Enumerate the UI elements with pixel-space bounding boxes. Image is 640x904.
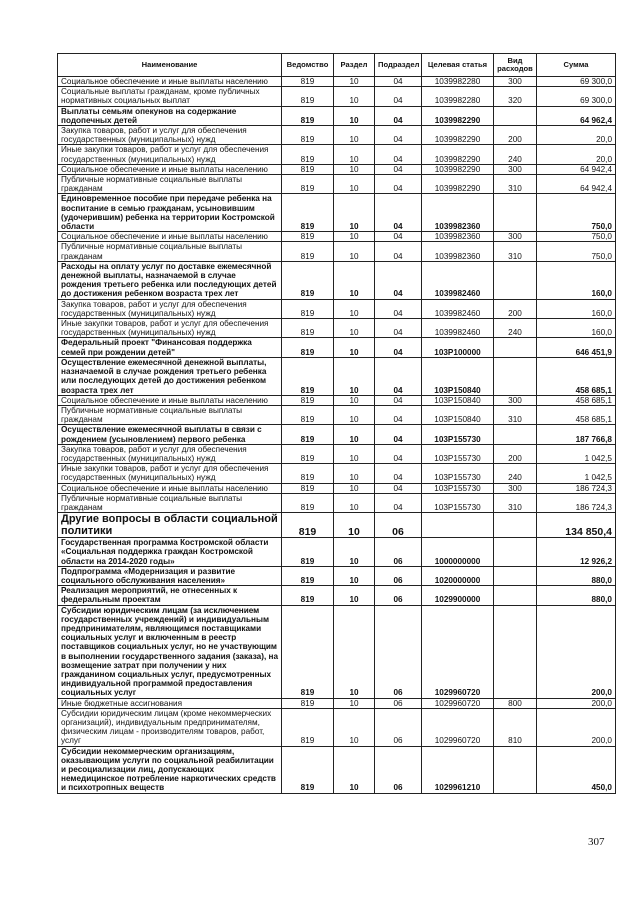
cell-target: 103P155730 — [422, 483, 494, 493]
cell-section: 10 — [334, 232, 375, 242]
cell-target: 1039982360 — [422, 194, 494, 232]
cell-section: 10 — [334, 164, 375, 174]
cell-subsection: 04 — [375, 319, 422, 338]
cell-sum: 187 766,8 — [537, 425, 616, 444]
cell-section: 10 — [334, 425, 375, 444]
cell-dept: 819 — [282, 106, 334, 125]
cell-dept: 819 — [282, 232, 334, 242]
page-number: 307 — [588, 836, 605, 848]
cell-expense — [494, 194, 537, 232]
cell-sum: 12 926,2 — [537, 538, 616, 567]
cell-target: 1029900000 — [422, 586, 494, 605]
cell-target: 1029961210 — [422, 746, 494, 793]
cell-dept: 819 — [282, 261, 334, 299]
cell-dept: 819 — [282, 395, 334, 405]
cell-sum: 1 042,5 — [537, 464, 616, 483]
cell-name: Расходы на оплату услуг по доставке ежемесячной денежной выплаты, назначаемой в случае рождения третьего ребенка или последующих детей до достижения ребенком возраста трех лет — [58, 261, 282, 299]
table-row — [58, 586, 616, 605]
cell-target: 1039982360 — [422, 232, 494, 242]
cell-subsection: 06 — [375, 605, 422, 698]
cell-section: 10 — [334, 145, 375, 164]
cell-expense: 200 — [494, 126, 537, 145]
cell-sum: 64 942,4 — [537, 164, 616, 174]
cell-target: 1029960720 — [422, 708, 494, 746]
cell-expense: 810 — [494, 708, 537, 746]
cell-expense: 300 — [494, 164, 537, 174]
cell-section: 10 — [334, 538, 375, 567]
cell-expense: 800 — [494, 698, 537, 708]
cell-target: 103P155730 — [422, 493, 494, 512]
cell-section: 10 — [334, 708, 375, 746]
cell-target: 103P100000 — [422, 338, 494, 357]
cell-target: 1039982290 — [422, 175, 494, 194]
cell-expense: 240 — [494, 464, 537, 483]
cell-sum: 160,0 — [537, 261, 616, 299]
cell-subsection: 04 — [375, 464, 422, 483]
cell-dept: 819 — [282, 405, 334, 424]
cell-target: 1029960720 — [422, 698, 494, 708]
cell-dept: 819 — [282, 425, 334, 444]
cell-name: Закупка товаров, работ и услуг для обеспечения государственных (муниципальных) нужд — [58, 444, 282, 463]
cell-section: 10 — [334, 464, 375, 483]
table-row — [58, 708, 616, 746]
table-row — [58, 145, 616, 164]
cell-section: 10 — [334, 106, 375, 125]
cell-subsection: 04 — [375, 232, 422, 242]
cell-dept: 819 — [282, 605, 334, 698]
cell-name: Реализация мероприятий, не отнесенных к федеральным проектам — [58, 586, 282, 605]
cell-section: 10 — [334, 493, 375, 512]
cell-section: 10 — [334, 242, 375, 261]
cell-sum: 750,0 — [537, 232, 616, 242]
cell-name: Социальное обеспечение и иные выплаты населению — [58, 77, 282, 87]
cell-expense: 240 — [494, 319, 537, 338]
cell-target: 103P155730 — [422, 464, 494, 483]
cell-sum: 64 962,4 — [537, 106, 616, 125]
cell-name: Социальное обеспечение и иные выплаты населению — [58, 232, 282, 242]
cell-expense: 310 — [494, 493, 537, 512]
cell-section: 10 — [334, 299, 375, 318]
cell-dept: 819 — [282, 464, 334, 483]
cell-subsection: 04 — [375, 395, 422, 405]
cell-section: 10 — [334, 746, 375, 793]
cell-target: 1039982460 — [422, 299, 494, 318]
cell-expense: 310 — [494, 242, 537, 261]
cell-sum: 160,0 — [537, 299, 616, 318]
table-row — [58, 299, 616, 318]
cell-dept: 819 — [282, 483, 334, 493]
cell-target: 103P150840 — [422, 405, 494, 424]
cell-section: 10 — [334, 261, 375, 299]
cell-expense: 300 — [494, 395, 537, 405]
cell-name: Другие вопросы в области социальной политики — [58, 513, 282, 538]
cell-dept: 819 — [282, 493, 334, 512]
cell-section: 10 — [334, 513, 375, 538]
cell-subsection: 04 — [375, 299, 422, 318]
cell-dept: 819 — [282, 242, 334, 261]
cell-expense: 300 — [494, 77, 537, 87]
table-row — [58, 605, 616, 698]
cell-name: Федеральный проект "Финансовая поддержка семей при рождении детей" — [58, 338, 282, 357]
table-row — [58, 357, 616, 395]
table-row — [58, 483, 616, 493]
cell-subsection: 04 — [375, 338, 422, 357]
cell-subsection: 04 — [375, 242, 422, 261]
cell-name: Социальное обеспечение и иные выплаты населению — [58, 395, 282, 405]
cell-target: 1000000000 — [422, 538, 494, 567]
cell-expense: 200 — [494, 299, 537, 318]
cell-subsection: 06 — [375, 746, 422, 793]
cell-sum: 20,0 — [537, 145, 616, 164]
cell-name: Субсидии юридическим лицам (кроме некоммерческих организаций), индивидуальным предпринимателям, физическим лицам - производителям товаров, работ, услуг — [58, 708, 282, 746]
cell-target: 103P155730 — [422, 425, 494, 444]
cell-section: 10 — [334, 444, 375, 463]
cell-section: 10 — [334, 175, 375, 194]
table-row — [58, 232, 616, 242]
cell-target: 1039982280 — [422, 77, 494, 87]
cell-subsection: 06 — [375, 698, 422, 708]
cell-sum: 458 685,1 — [537, 395, 616, 405]
table-row — [58, 746, 616, 793]
cell-expense — [494, 357, 537, 395]
cell-name: Государственная программа Костромской области «Социальная поддержка граждан Костромской области на 2014-2020 годы» — [58, 538, 282, 567]
cell-sum: 750,0 — [537, 194, 616, 232]
cell-sum: 69 300,0 — [537, 77, 616, 87]
table-row — [58, 106, 616, 125]
cell-name: Подпрограмма «Модернизация и развитие социального обслуживания населения» — [58, 566, 282, 585]
table-row — [58, 566, 616, 585]
cell-sum: 64 942,4 — [537, 175, 616, 194]
cell-subsection: 04 — [375, 405, 422, 424]
cell-dept: 819 — [282, 513, 334, 538]
cell-name: Иные закупки товаров, работ и услуг для обеспечения государственных (муниципальных) нужд — [58, 319, 282, 338]
cell-subsection: 04 — [375, 87, 422, 106]
cell-subsection: 04 — [375, 483, 422, 493]
cell-section: 10 — [334, 87, 375, 106]
cell-section: 10 — [334, 194, 375, 232]
cell-section: 10 — [334, 395, 375, 405]
table-row — [58, 87, 616, 106]
header-dept: Ведомство — [282, 54, 334, 77]
cell-sum: 200,0 — [537, 605, 616, 698]
cell-dept: 819 — [282, 708, 334, 746]
cell-expense: 300 — [494, 232, 537, 242]
cell-section: 10 — [334, 126, 375, 145]
cell-section: 10 — [334, 483, 375, 493]
cell-subsection: 04 — [375, 126, 422, 145]
cell-sum: 880,0 — [537, 586, 616, 605]
cell-name: Социальное обеспечение и иные выплаты населению — [58, 483, 282, 493]
cell-sum: 750,0 — [537, 242, 616, 261]
cell-subsection: 04 — [375, 175, 422, 194]
cell-name: Публичные нормативные социальные выплаты гражданам — [58, 175, 282, 194]
cell-sum: 69 300,0 — [537, 87, 616, 106]
cell-name: Субсидии некоммерческим организациям, оказывающим услуги по социальной реабилитации и ресоциализации лиц, допускающих немедицинское потребление наркотических средств и психотропных веществ — [58, 746, 282, 793]
cell-dept: 819 — [282, 299, 334, 318]
table-row — [58, 338, 616, 357]
cell-name: Социальное обеспечение и иные выплаты населению — [58, 164, 282, 174]
header-subsection: Подраздел — [375, 54, 422, 77]
cell-subsection: 04 — [375, 261, 422, 299]
cell-name: Закупка товаров, работ и услуг для обеспечения государственных (муниципальных) нужд — [58, 299, 282, 318]
cell-target: 1029960720 — [422, 605, 494, 698]
cell-name: Закупка товаров, работ и услуг для обеспечения государственных (муниципальных) нужд — [58, 126, 282, 145]
cell-target — [422, 513, 494, 538]
cell-section: 10 — [334, 319, 375, 338]
cell-sum: 450,0 — [537, 746, 616, 793]
cell-target: 103P150840 — [422, 357, 494, 395]
cell-name: Социальные выплаты гражданам, кроме публичных нормативных социальных выплат — [58, 87, 282, 106]
table-header-row — [58, 54, 616, 77]
cell-expense — [494, 106, 537, 125]
cell-sum: 186 724,3 — [537, 483, 616, 493]
header-name: Наименование — [58, 54, 282, 77]
cell-name: Субсидии юридическим лицам (за исключением государственных учреждений) и индивидуальным предпринимателям, являющимся поставщиками социальных услуг и включенным в реестр поставщиков социальных услуг, но не участвующим в выполнении государственного задания (заказа), на возмещение затрат при получении у них гражданином социальных услуг, предусмотренных индивидуальной программой предоставления социальных услуг — [58, 605, 282, 698]
cell-name: Иные бюджетные ассигнования — [58, 698, 282, 708]
cell-dept: 819 — [282, 338, 334, 357]
cell-expense — [494, 605, 537, 698]
cell-subsection: 04 — [375, 194, 422, 232]
budget-table — [57, 53, 616, 794]
cell-target: 103P155730 — [422, 444, 494, 463]
cell-sum: 458 685,1 — [537, 405, 616, 424]
cell-subsection: 04 — [375, 444, 422, 463]
cell-sum: 200,0 — [537, 698, 616, 708]
cell-subsection: 04 — [375, 493, 422, 512]
cell-subsection: 06 — [375, 586, 422, 605]
cell-expense — [494, 538, 537, 567]
cell-sum: 458 685,1 — [537, 357, 616, 395]
table-body — [58, 77, 616, 794]
cell-subsection: 06 — [375, 566, 422, 585]
cell-target: 103P150840 — [422, 395, 494, 405]
cell-dept: 819 — [282, 164, 334, 174]
cell-section: 10 — [334, 357, 375, 395]
cell-dept: 819 — [282, 175, 334, 194]
cell-subsection: 06 — [375, 538, 422, 567]
table-row — [58, 242, 616, 261]
cell-target: 1039982460 — [422, 319, 494, 338]
cell-dept: 819 — [282, 586, 334, 605]
cell-section: 10 — [334, 77, 375, 87]
cell-expense — [494, 338, 537, 357]
cell-section: 10 — [334, 566, 375, 585]
cell-sum: 200,0 — [537, 708, 616, 746]
table-row — [58, 425, 616, 444]
table-row — [58, 194, 616, 232]
cell-target: 1020000000 — [422, 566, 494, 585]
header-expense: Вид расходов — [494, 54, 537, 77]
table-row — [58, 405, 616, 424]
cell-subsection: 04 — [375, 145, 422, 164]
cell-sum: 186 724,3 — [537, 493, 616, 512]
cell-section: 10 — [334, 405, 375, 424]
table-row — [58, 319, 616, 338]
table-row — [58, 464, 616, 483]
cell-name: Публичные нормативные социальные выплаты гражданам — [58, 493, 282, 512]
cell-subsection: 06 — [375, 513, 422, 538]
cell-sum: 646 451,9 — [537, 338, 616, 357]
cell-expense — [494, 586, 537, 605]
cell-expense: 320 — [494, 87, 537, 106]
cell-sum: 1 042,5 — [537, 444, 616, 463]
table-row — [58, 261, 616, 299]
cell-dept: 819 — [282, 444, 334, 463]
cell-expense: 240 — [494, 145, 537, 164]
header-section: Раздел — [334, 54, 375, 77]
cell-target: 1039982290 — [422, 145, 494, 164]
cell-dept: 819 — [282, 194, 334, 232]
cell-name: Осуществление ежемесячной денежной выплаты, назначаемой в случае рождения третьего ребенка или последующих детей до достижения ребенком возраста трех лет — [58, 357, 282, 395]
budget-table-sheet — [57, 53, 615, 794]
cell-target: 1039982290 — [422, 126, 494, 145]
cell-sum: 160,0 — [537, 319, 616, 338]
cell-subsection: 06 — [375, 708, 422, 746]
header-target: Целевая статья — [422, 54, 494, 77]
cell-target: 1039982460 — [422, 261, 494, 299]
table-row — [58, 538, 616, 567]
cell-sum: 880,0 — [537, 566, 616, 585]
cell-subsection: 04 — [375, 357, 422, 395]
table-row — [58, 395, 616, 405]
cell-expense: 300 — [494, 483, 537, 493]
table-row — [58, 513, 616, 538]
table-row — [58, 493, 616, 512]
cell-dept: 819 — [282, 566, 334, 585]
cell-name: Публичные нормативные социальные выплаты гражданам — [58, 405, 282, 424]
cell-name: Осуществление ежемесячной выплаты в связи с рождением (усыновлением) первого ребенка — [58, 425, 282, 444]
cell-expense — [494, 746, 537, 793]
header-sum: Сумма — [537, 54, 616, 77]
cell-subsection: 04 — [375, 164, 422, 174]
cell-name: Единовременное пособие при передаче ребенка на воспитание в семью гражданам, усыновившим (удочерившим) ребенка на территории Костромской области — [58, 194, 282, 232]
cell-name: Публичные нормативные социальные выплаты гражданам — [58, 242, 282, 261]
cell-dept: 819 — [282, 145, 334, 164]
cell-sum: 134 850,4 — [537, 513, 616, 538]
cell-subsection: 04 — [375, 77, 422, 87]
cell-expense: 310 — [494, 175, 537, 194]
cell-target: 1039982290 — [422, 106, 494, 125]
cell-expense — [494, 513, 537, 538]
cell-expense: 200 — [494, 444, 537, 463]
cell-expense: 310 — [494, 405, 537, 424]
table-row — [58, 126, 616, 145]
cell-sum: 20,0 — [537, 126, 616, 145]
table-row — [58, 164, 616, 174]
cell-subsection: 04 — [375, 106, 422, 125]
cell-subsection: 04 — [375, 425, 422, 444]
cell-section: 10 — [334, 338, 375, 357]
cell-dept: 819 — [282, 746, 334, 793]
cell-name: Иные закупки товаров, работ и услуг для обеспечения государственных (муниципальных) нужд — [58, 464, 282, 483]
table-row — [58, 698, 616, 708]
cell-name: Иные закупки товаров, работ и услуг для обеспечения государственных (муниципальных) нужд — [58, 145, 282, 164]
cell-dept: 819 — [282, 357, 334, 395]
cell-target: 1039982360 — [422, 242, 494, 261]
cell-expense — [494, 566, 537, 585]
cell-section: 10 — [334, 698, 375, 708]
cell-dept: 819 — [282, 77, 334, 87]
cell-expense — [494, 261, 537, 299]
cell-dept: 819 — [282, 319, 334, 338]
cell-section: 10 — [334, 586, 375, 605]
cell-name: Выплаты семьям опекунов на содержание подопечных детей — [58, 106, 282, 125]
cell-dept: 819 — [282, 538, 334, 567]
cell-dept: 819 — [282, 126, 334, 145]
cell-expense — [494, 425, 537, 444]
cell-target: 1039982280 — [422, 87, 494, 106]
table-row — [58, 444, 616, 463]
table-row — [58, 77, 616, 87]
cell-section: 10 — [334, 605, 375, 698]
table-row — [58, 175, 616, 194]
cell-dept: 819 — [282, 87, 334, 106]
cell-target: 1039982290 — [422, 164, 494, 174]
cell-dept: 819 — [282, 698, 334, 708]
